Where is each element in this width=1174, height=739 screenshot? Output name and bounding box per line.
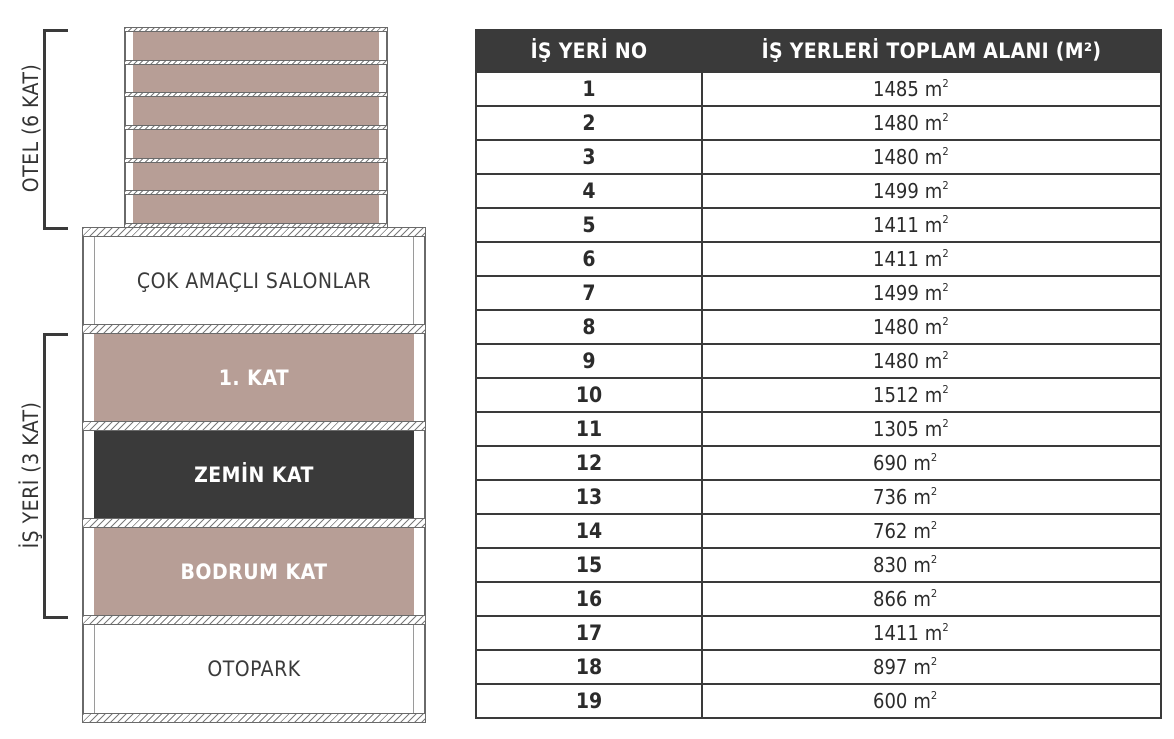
floor-kat1	[82, 334, 426, 421]
floor-slab	[82, 227, 426, 237]
row-area	[702, 650, 1161, 684]
row-area	[702, 242, 1161, 276]
area-value: 830	[873, 553, 908, 577]
row-number: 16	[476, 582, 702, 616]
area-unit: m	[913, 519, 931, 543]
row-number: 14	[476, 514, 702, 548]
floor-slab	[82, 615, 426, 625]
row-area	[702, 106, 1161, 140]
hotel-floor	[133, 97, 379, 125]
table-row	[476, 548, 1161, 582]
row-number: 13	[476, 480, 702, 514]
row-area	[702, 208, 1161, 242]
floor-salon	[82, 237, 426, 324]
area-value: 736	[873, 485, 908, 509]
table-row	[476, 106, 1161, 140]
area-unit: m	[913, 485, 931, 509]
table-row	[476, 344, 1161, 378]
hotel-floor	[133, 65, 379, 93]
row-area	[702, 412, 1161, 446]
row-area	[702, 174, 1161, 208]
area-value: 1480	[873, 315, 919, 339]
table-row	[476, 378, 1161, 412]
row-area	[702, 616, 1161, 650]
area-unit: m	[924, 417, 943, 441]
row-number: 1	[476, 72, 702, 106]
area-unit-exponent: 2	[942, 179, 949, 192]
row-area	[702, 548, 1161, 582]
row-area	[702, 344, 1161, 378]
area-unit-exponent: 2	[930, 553, 938, 566]
row-number: 6	[476, 242, 702, 276]
bodrum-label: BODRUM KAT	[94, 528, 414, 615]
area-unit: m	[924, 621, 943, 645]
row-area	[702, 378, 1161, 412]
row-number: 7	[476, 276, 702, 310]
area-unit: m	[924, 315, 943, 339]
row-area	[702, 72, 1161, 106]
area-value: 897	[873, 655, 908, 679]
area-value: 762	[873, 519, 908, 543]
area-value: 866	[873, 587, 908, 611]
area-unit-exponent: 2	[942, 145, 949, 158]
area-unit-exponent: 2	[930, 519, 938, 532]
row-area	[702, 310, 1161, 344]
row-number: 11	[476, 412, 702, 446]
area-value: 1480	[873, 111, 919, 135]
floor-otopark	[82, 625, 426, 713]
area-unit-exponent: 2	[930, 587, 938, 600]
floor-slab	[82, 324, 426, 334]
table-row	[476, 174, 1161, 208]
area-unit-exponent: 2	[930, 689, 938, 702]
area-unit-exponent: 2	[942, 621, 949, 634]
row-number: 9	[476, 344, 702, 378]
table-body	[476, 72, 1161, 718]
row-number: 8	[476, 310, 702, 344]
table-row	[476, 446, 1161, 480]
area-unit: m	[924, 111, 943, 135]
area-value: 1305	[873, 417, 919, 441]
floor-slab	[82, 421, 426, 431]
area-unit-exponent: 2	[942, 213, 949, 226]
area-unit-exponent: 2	[942, 281, 949, 294]
row-area	[702, 276, 1161, 310]
table-row	[476, 412, 1161, 446]
area-unit: m	[913, 689, 931, 713]
table-row	[476, 684, 1161, 718]
table-header-row	[476, 30, 1161, 72]
isyeri-bracket	[43, 333, 68, 619]
row-number: 2	[476, 106, 702, 140]
area-value: 1485	[873, 77, 919, 101]
area-unit: m	[913, 587, 931, 611]
floor-bodrum	[82, 528, 426, 615]
floor-slab	[82, 518, 426, 528]
otel-label: OTEL (6 KAT)	[19, 63, 43, 193]
hotel-floor	[133, 32, 379, 60]
area-unit: m	[924, 179, 943, 203]
area-value: 1411	[873, 213, 919, 237]
hotel-tower	[124, 27, 388, 228]
hotel-floor	[133, 130, 379, 158]
area-unit: m	[924, 247, 943, 271]
row-number: 17	[476, 616, 702, 650]
area-unit: m	[924, 77, 943, 101]
area-value: 1499	[873, 281, 919, 305]
area-unit: m	[913, 451, 931, 475]
salon-label: ÇOK AMAÇLI SALONLAR	[94, 237, 414, 324]
table-row	[476, 310, 1161, 344]
otel-bracket	[43, 29, 68, 230]
area-unit: m	[924, 281, 943, 305]
area-unit-exponent: 2	[942, 247, 949, 260]
area-value: 600	[873, 689, 908, 713]
row-number: 10	[476, 378, 702, 412]
row-area	[702, 582, 1161, 616]
row-number: 19	[476, 684, 702, 718]
floor-slab	[82, 713, 426, 723]
area-unit: m	[924, 383, 943, 407]
row-number: 5	[476, 208, 702, 242]
isyeri-label: İŞ YERİ (3 KAT)	[19, 401, 43, 549]
area-unit-exponent: 2	[942, 111, 949, 124]
area-unit-exponent: 2	[930, 451, 938, 464]
row-area	[702, 140, 1161, 174]
hotel-floor	[133, 163, 379, 191]
floor-zemin	[82, 431, 426, 518]
kat1-label: 1. KAT	[94, 334, 414, 421]
row-number: 4	[476, 174, 702, 208]
hotel-floor	[133, 195, 379, 223]
area-unit: m	[913, 655, 931, 679]
area-value: 1411	[873, 621, 919, 645]
table-row	[476, 582, 1161, 616]
area-unit-exponent: 2	[942, 77, 949, 90]
row-number: 15	[476, 548, 702, 582]
row-area	[702, 684, 1161, 718]
row-area	[702, 514, 1161, 548]
table-row	[476, 72, 1161, 106]
table-row	[476, 514, 1161, 548]
row-area	[702, 480, 1161, 514]
area-unit-exponent: 2	[942, 315, 949, 328]
area-value: 1480	[873, 349, 919, 373]
area-value: 1512	[873, 383, 919, 407]
table-row	[476, 140, 1161, 174]
area-unit-exponent: 2	[942, 383, 949, 396]
area-unit: m	[924, 349, 943, 373]
table-row	[476, 480, 1161, 514]
area-value: 690	[873, 451, 908, 475]
area-unit: m	[924, 213, 943, 237]
area-unit-exponent: 2	[942, 349, 949, 362]
building-podium	[82, 227, 426, 723]
area-table	[475, 29, 1162, 719]
area-unit-exponent: 2	[942, 417, 949, 430]
table-row	[476, 276, 1161, 310]
header-no: İŞ YERİ NO	[476, 30, 702, 72]
area-value: 1411	[873, 247, 919, 271]
area-unit: m	[913, 553, 931, 577]
table-row	[476, 650, 1161, 684]
area-unit: m	[924, 145, 943, 169]
row-number: 12	[476, 446, 702, 480]
table-row	[476, 242, 1161, 276]
area-value: 1480	[873, 145, 919, 169]
zemin-label: ZEMİN KAT	[94, 431, 414, 518]
area-unit-exponent: 2	[930, 655, 938, 668]
row-number: 3	[476, 140, 702, 174]
row-number: 18	[476, 650, 702, 684]
area-unit-exponent: 2	[930, 485, 938, 498]
table-row	[476, 616, 1161, 650]
area-value: 1499	[873, 179, 919, 203]
table-row	[476, 208, 1161, 242]
otopark-label: OTOPARK	[94, 625, 414, 713]
row-area	[702, 446, 1161, 480]
header-area: İŞ YERLERİ TOPLAM ALANI (M²)	[702, 30, 1161, 72]
